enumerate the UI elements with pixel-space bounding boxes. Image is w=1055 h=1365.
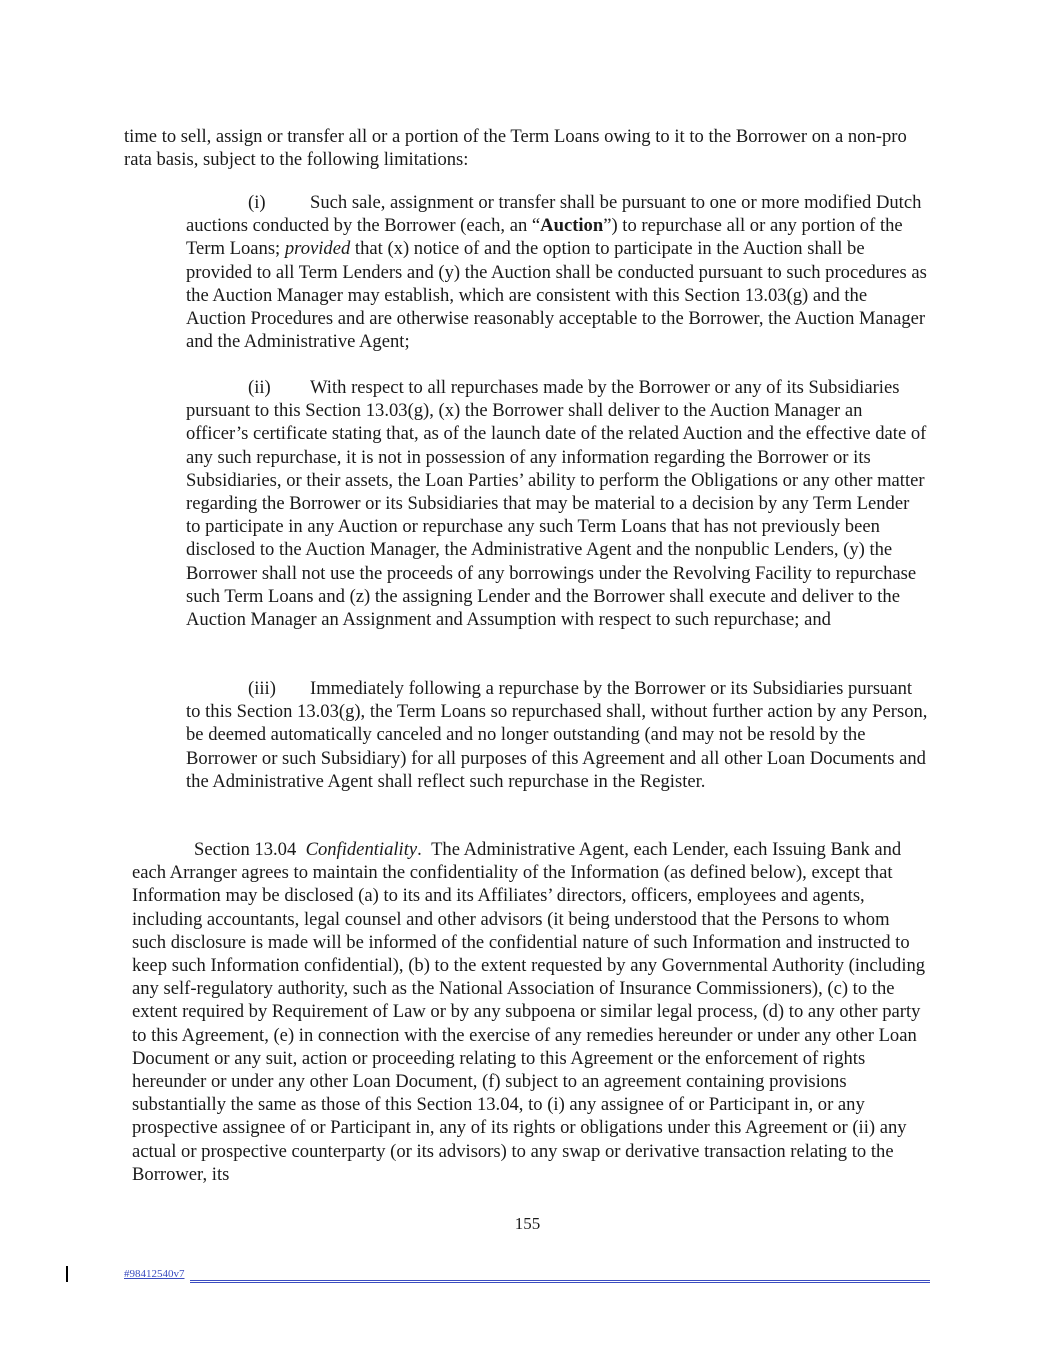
clause-i: [186, 191, 928, 353]
clause-iii-number: (iii): [248, 678, 276, 699]
section-text: The Administrative Agent, each Lender, each Issuing Bank and each Arranger agrees to maintain the confidentiality of the Information (as defined below), except that Information may be disclosed (a) to its and its Affiliates’ directors, officers, employees and agents, including accountants, legal counsel and other advisors (it being understood that the Persons to whom such disclosure is made will be informed of the confidential nature of such Information and instructed to keep such Information confidential), (b) to the extent requested by any Governmental Authority (including any self-regulatory authority, such as the National Association of Insurance Commissioners), (c) to the extent required by Requirement of Law or by any subpoena or similar legal process, (d) to any other party to this Agreement, (e) in connection with the exercise of any remedies hereunder or under any other Loan Document or any suit, action or proceeding relating to this Agreement or the enforcement of rights hereunder or under any other Loan Document, (f) subject to an agreement containing provisions substantially the same as those of this Section 13.04, to (i) any assignee of or Participant in, or any prospective assignee of or Participant in, any of its rights or obligations under this Agreement or (ii) any actual or prospective counterparty (or its advisors) to any swap or derivative transaction relating to the Borrower, its: [132, 839, 926, 1185]
clause-ii-number: (ii): [248, 377, 271, 398]
intro-paragraph: [124, 125, 924, 171]
clause-ii-text: With respect to all repurchases made by the Borrower or any of its Subsidiaries pursuant to this Section 13.03(g), (x) the Borrower shall deliver to the Auction Manager an officer’s certificate stating that, as of the launch date of the related Auction and the effective date of any such repurchase, it is not in possession of any information regarding the Borrower or its Subsidiaries, or their assets, the Loan Parties’ ability to perform the Obligations or any other matter regarding the Borrower or its Subsidiaries that may be material to a decision by any Term Lender to participate in any Auction or repurchase any such Term Loans that has not previously been disclosed to the Auction Manager, the Administrative Agent and the nonpublic Lenders, (y) the Borrower shall not use the proceeds of any borrowings under the Revolving Facility to repurchase such Term Loans and (z) the assigning Lender and the Borrower shall execute and deliver to the Auction Manager an Assignment and Assumption with respect to such repurchase; and: [186, 377, 927, 631]
clause-i-number: (i): [248, 192, 266, 213]
footer-rule: [190, 1280, 930, 1283]
clause-ii-indent: [186, 377, 310, 398]
section-heading: Section 13.04 Confidentiality.: [194, 839, 432, 860]
clause-iii-indent: [186, 678, 310, 699]
section-number: Section 13.04: [194, 839, 297, 860]
clause-i-mid: ”) to repurchase all or any portion of the Term Loans;: [186, 215, 903, 260]
intro-text: time to sell, assign or transfer all or a portion of the Term Loans owing to it to the Borrower on a non-pro rata basis, subject to the following limitations:: [124, 126, 907, 171]
page-number: 155: [514, 1214, 541, 1233]
provided-term: provided: [284, 238, 351, 260]
document-id-link[interactable]: #98412540v7: [124, 1268, 185, 1280]
change-bar: [66, 1266, 68, 1282]
clause-iii: [186, 677, 928, 793]
section-13-04: [132, 838, 928, 1186]
section-title: Confidentiality: [305, 839, 418, 860]
clause-i-rest: that (x) notice of and the option to participate in the Auction shall be provided to all Term Lenders and (y) the Auction shall be conducted pursuant to such procedures as the Auction Manager may establish, which are consistent with this Section 13.03(g) and the Auction Procedures and are otherwise reasonably acceptable to the Borrower, the Auction Manager and the Administrative Agent;: [186, 238, 927, 353]
clause-i-lead: Such sale, assignment or transfer shall be pursuant to one or more modified Dutch auctions conducted by the Borrower (each, an “: [186, 192, 922, 237]
clause-iii-text: Immediately following a repurchase by the Borrower or its Subsidiaries pursuant to this Section 13.03(g), the Term Loans so repurchased shall, without further action by any Person, be deemed automatically canceled and no longer outstanding (and may not be resold by the Borrower or such Subsidiary) for all purposes of this Agreement and all other Loan Documents and the Administrative Agent shall reflect such repurchase in the Register.: [186, 678, 928, 792]
defined-term-auction: Auction: [540, 215, 604, 237]
clause-ii: [186, 376, 928, 631]
